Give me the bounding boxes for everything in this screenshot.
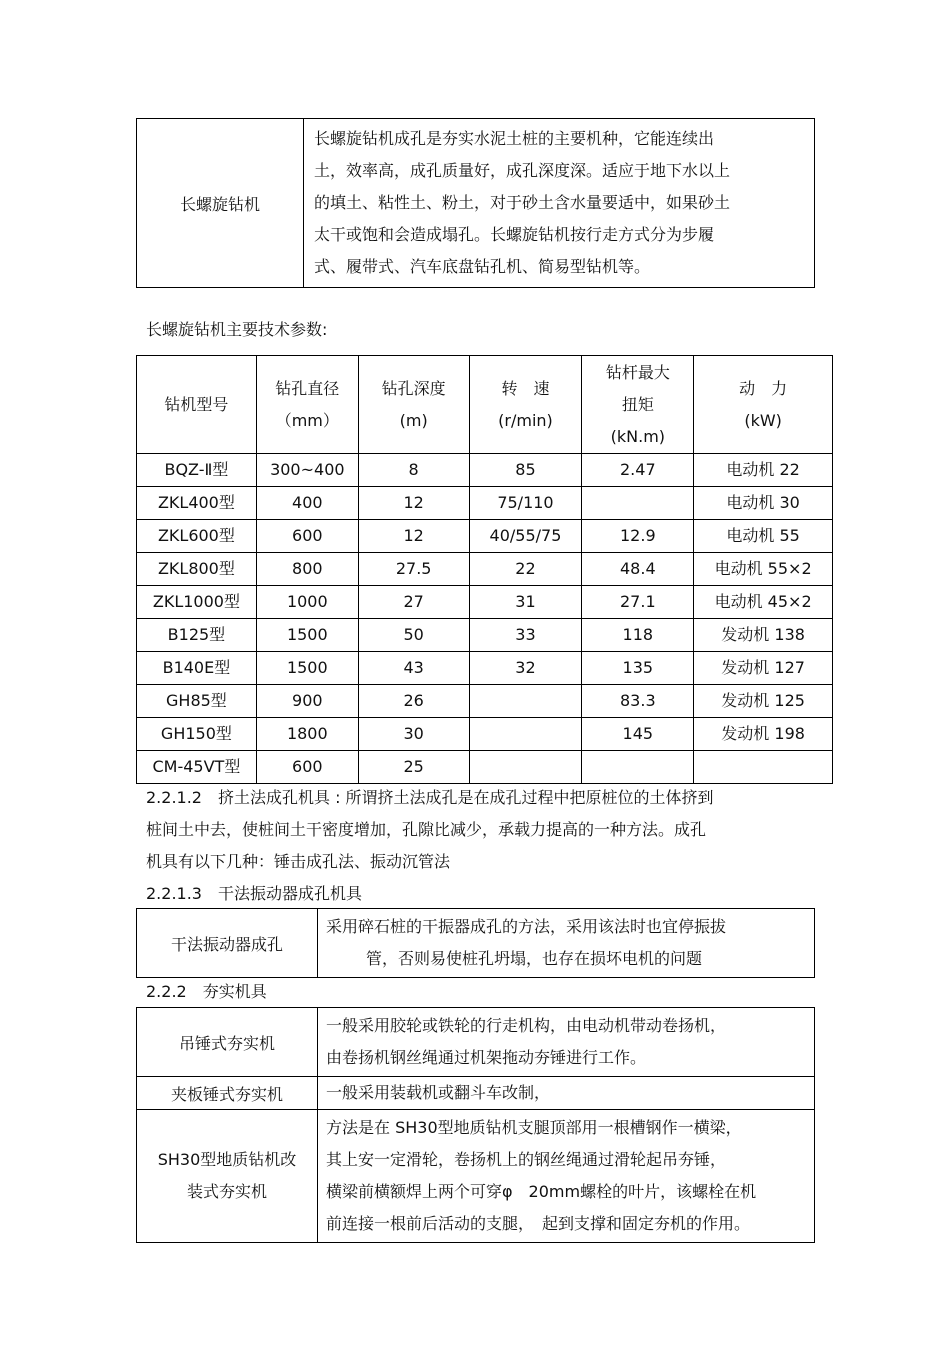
- table-cell: 25: [358, 751, 469, 784]
- table-cell: 900: [256, 685, 358, 718]
- table-cell: 31: [469, 586, 582, 619]
- header-cell-diameter: 钻孔直径 （mm）: [256, 356, 358, 454]
- table-cell: GH85型: [137, 685, 257, 718]
- table-cell: 电动机 45×2: [694, 586, 833, 619]
- table-cell: [582, 751, 694, 784]
- table-cell: 电动机 30: [694, 487, 833, 520]
- table-cell: 1800: [256, 718, 358, 751]
- table-cell: 85: [469, 454, 582, 487]
- vibrator-name: 干法振动器成孔: [137, 909, 318, 978]
- table-cell: 1000: [256, 586, 358, 619]
- table-cell: 600: [256, 751, 358, 784]
- table-cell: B140E型: [137, 652, 257, 685]
- header-cell-power: 动 力 (kW): [694, 356, 833, 454]
- table-cell: 1500: [256, 619, 358, 652]
- table-cell: 400: [256, 487, 358, 520]
- table-cell: 发动机 125: [694, 685, 833, 718]
- table-cell: 600: [256, 520, 358, 553]
- table-cell: 26: [358, 685, 469, 718]
- table-cell: 300~400: [256, 454, 358, 487]
- text-line: 一般采用胶轮或铁轮的行走机构，由电动机带动卷扬机，: [326, 1016, 727, 1035]
- table-cell: 27.1: [582, 586, 694, 619]
- table-cell: ZKL400型: [137, 487, 257, 520]
- spec-table-header-row: [137, 356, 833, 454]
- table-cell: 12: [358, 520, 469, 553]
- table-cell: 8: [358, 454, 469, 487]
- text-line: 由卷扬机钢丝绳通过机架拖动夯锤进行工作。: [326, 1048, 647, 1067]
- table-cell: 75/110: [469, 487, 582, 520]
- table-row: [137, 454, 833, 487]
- table-cell: 发动机 138: [694, 619, 833, 652]
- header-cell-depth: 钻孔深度 (m): [358, 356, 469, 454]
- tamping-name: SH30型地质钻机改 装式夯实机: [137, 1110, 318, 1243]
- section-2212-line-1: 2.2.1.2 挤土法成孔机具 : 所谓挤土法成孔是在成孔过程中把原桩位的土体挤到: [146, 788, 714, 807]
- text-line: 前连接一根前后活动的支腿， 起到支撑和固定夯机的作用。: [326, 1214, 751, 1233]
- tamping-name: 夹板锤式夯实机: [137, 1077, 318, 1110]
- table-cell: 12.9: [582, 520, 694, 553]
- header-cell-model: 钻机型号: [137, 356, 257, 454]
- vibrator-description: [318, 909, 815, 978]
- table-row: [137, 751, 833, 784]
- table-row: [137, 487, 833, 520]
- header-cell-torque: 钻杆最大 扭矩 (kN.m): [582, 356, 694, 454]
- text-line: 的填土、粘性土、粉土，对于砂土含水量要适中，如果砂土: [314, 193, 731, 212]
- table-cell: 22: [469, 553, 582, 586]
- table-row: [137, 1077, 815, 1110]
- table-cell: B125型: [137, 619, 257, 652]
- drill-intro-description: [304, 119, 815, 288]
- spec-table: [136, 355, 833, 784]
- text-line: 管，否则易使桩孔坍塌，也存在损坏电机的问题: [366, 949, 703, 968]
- tamping-description: [318, 1110, 815, 1243]
- tamping-name: 吊锤式夯实机: [137, 1008, 318, 1077]
- table-cell: 50: [358, 619, 469, 652]
- section-2212-line-2: 桩间土中去，使桩间土干密度增加，孔隙比减少，承载力提高的一种方法。成孔: [146, 820, 707, 839]
- section-2213-heading: 2.2.1.3 干法振动器成孔机具: [146, 884, 362, 903]
- text-line: 太干或饱和会造成塌孔。长螺旋钻机按行走方式分为步履: [314, 225, 715, 244]
- table-row: [137, 1008, 815, 1077]
- tamping-description: [318, 1077, 815, 1110]
- spec-table-caption: 长螺旋钻机主要技术参数:: [146, 320, 328, 339]
- table-cell: 2.47: [582, 454, 694, 487]
- table-row: [137, 520, 833, 553]
- table-cell: ZKL800型: [137, 553, 257, 586]
- text-line: 式、履带式、汽车底盘钻孔机、简易型钻机等。: [314, 257, 651, 276]
- table-row: [137, 685, 833, 718]
- table-cell: 32: [469, 652, 582, 685]
- table-row: [137, 652, 833, 685]
- table-cell: 发动机 198: [694, 718, 833, 751]
- table-cell: 40/55/75: [469, 520, 582, 553]
- text-line: 长螺旋钻机成孔是夯实水泥土桩的主要机种，它能连续出: [314, 129, 715, 148]
- table-cell: 118: [582, 619, 694, 652]
- table-cell: 135: [582, 652, 694, 685]
- table-cell: [582, 487, 694, 520]
- table-cell: 电动机 55×2: [694, 553, 833, 586]
- drill-intro-name: 长螺旋钻机: [137, 119, 304, 288]
- table-cell: 33: [469, 619, 582, 652]
- table-row: [137, 1110, 815, 1243]
- table-cell: [694, 751, 833, 784]
- table-cell: 30: [358, 718, 469, 751]
- header-cell-speed: 转 速 (r/min): [469, 356, 582, 454]
- drill-intro-table: [136, 118, 815, 288]
- table-cell: [469, 718, 582, 751]
- table-cell: GH150型: [137, 718, 257, 751]
- table-cell: 145: [582, 718, 694, 751]
- table-cell: 发动机 127: [694, 652, 833, 685]
- vibrator-table: [136, 908, 815, 978]
- table-row: [137, 718, 833, 751]
- table-cell: BQZ-Ⅱ型: [137, 454, 257, 487]
- text-line: 一般采用装载机或翻斗车改制，: [326, 1083, 551, 1102]
- tamping-table: [136, 1007, 815, 1243]
- table-cell: 48.4: [582, 553, 694, 586]
- text-line: 横梁前横额焊上两个可穿φ 20mm螺栓的叶片，该螺栓在机: [326, 1182, 757, 1201]
- table-cell: ZKL600型: [137, 520, 257, 553]
- text-line: 其上安一定滑轮，卷扬机上的钢丝绳通过滑轮起吊夯锤，: [326, 1150, 727, 1169]
- table-row: [137, 553, 833, 586]
- table-row: [137, 586, 833, 619]
- tamping-description: [318, 1008, 815, 1077]
- table-cell: ZKL1000型: [137, 586, 257, 619]
- table-row: [137, 619, 833, 652]
- section-222-heading: 2.2.2 夯实机具: [146, 982, 267, 1001]
- text-line: 土，效率高，成孔质量好，成孔深度深。适应于地下水以上: [314, 161, 731, 180]
- table-cell: 27: [358, 586, 469, 619]
- text-line: 方法是在 SH30型地质钻机支腿顶部用一根槽钢作一横梁，: [326, 1118, 742, 1137]
- table-cell: 800: [256, 553, 358, 586]
- table-cell: 电动机 55: [694, 520, 833, 553]
- text-line: 采用碎石桩的干振器成孔的方法，采用该法时也宜停振拔: [326, 917, 727, 936]
- table-cell: 27.5: [358, 553, 469, 586]
- table-cell: 1500: [256, 652, 358, 685]
- table-cell: 12: [358, 487, 469, 520]
- section-2212-line-3: 机具有以下几种：锤击成孔法、振动沉管法: [146, 852, 451, 871]
- table-cell: 83.3: [582, 685, 694, 718]
- table-cell: 43: [358, 652, 469, 685]
- table-cell: CM-45VT型: [137, 751, 257, 784]
- table-cell: [469, 685, 582, 718]
- table-cell: [469, 751, 582, 784]
- table-cell: 电动机 22: [694, 454, 833, 487]
